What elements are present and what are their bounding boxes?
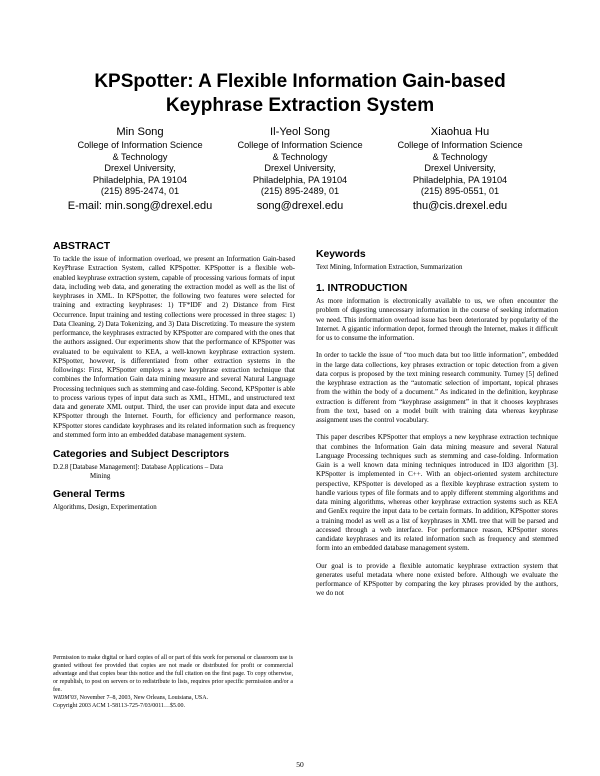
author-phone: (215) 895-2489, 01	[260, 186, 340, 197]
author-university: Drexel University,	[104, 163, 176, 174]
categories-line-2: Mining	[90, 473, 111, 481]
paper-title	[0, 70, 600, 118]
page-number: 50	[296, 760, 304, 769]
general-terms-heading: General Terms	[53, 489, 125, 501]
copyright-line: Copyright 2003 ACM 1-58113-725-7/03/0011…$5.00.	[53, 703, 186, 709]
author-city: Philadelphia, PA 19104	[92, 174, 188, 185]
intro-paragraph: As more information is electronically available to us, we often encounter the problem of digesting unnecessary information in the course of seeking information we need. This information overload issue has been deteriorated by popularity of the Internet. A gigantic information depot, formed through the Internet, makes it difficult for us to consume the information.	[316, 297, 558, 343]
abstract-text: To tackle the issue of information overload, we present an Information Gain-based KeyPhrase Extraction System, called KPSpotter. KPSpotter is a flexible web-enabled keyphrase extraction system, capable of processing various formats of input data, including web data, and generating the extraction model as well as the list of keyphrases in XML. In KPSpotter, the following two features were selected for training and extracting keyphrases: 1) TF*IDF and 2) Distance from First Occurrence. Input training and testing collections were processed in three stages: 1) Data Cleaning, 2) Data Tokenizing, and 3) Data Discretizing. To measure the system performance, the keyphrases extracted by KPSpotter are compared with the ones that the authors assigned. Our experiments show that the performance of KPSpotter was evaluated to be equivalent to KEA, a well-known keyphrase extraction system. KPSpotter, however, is differentiated from other extraction systems in the followings: First, KPSpotter employs a new keyphrase extraction technique that combines the Information Gain data mining measure and several Natural Language Processing techniques such as stemming and case-folding. Second, KPSpotter is able to process various types of input data such as XML, HTML, and unstructured text data and generate XML output. Third, the user can provide input data and execute KPSpotter through the Internet. Fourth, for efficiency and performance reason, KPSpotter stores candidate keyphrases and its related information such as frequency and stemmed form into an embedded database management system.	[53, 255, 295, 439]
conference-name: WIDM'03,	[53, 695, 79, 701]
permission-text: Permission to make digital or hard copies of all or part of this work for personal or classroom use is granted without fee provided that copies are not made or distributed for profit or commercial advantage and that copies bear this notice and the full citation on the first page. To copy otherwise, or republish, to post on servers or to redistribute to lists, requires prior specific permission and/or a fee.	[53, 655, 293, 693]
conference-line	[53, 694, 293, 702]
author-1	[60, 125, 220, 213]
author-affiliation: College of Information Science	[77, 140, 203, 150]
categories-heading: Categories and Subject Descriptors	[53, 449, 230, 460]
author-affiliation: College of Information Science	[237, 140, 363, 150]
author-email: E-mail: min.song@drexel.edu	[67, 199, 213, 212]
author-university: Drexel University,	[264, 163, 336, 174]
author-affiliation: College of Information Science	[397, 140, 523, 150]
right-column	[316, 248, 558, 607]
author-phone: (215) 895-2474, 01	[100, 186, 180, 197]
general-terms-text: Algorithms, Design, Experimentation	[53, 504, 157, 512]
intro-paragraph: Our goal is to provide a flexible automatic keyphrase extraction system that generates useful metadata where none existed before. Although we evaluate the performance of KPSpotter by comparing the key phrases provided by the authors, we do not	[316, 561, 558, 598]
author-name: Xiaohua Hu	[430, 126, 490, 138]
categories-line-1: D.2.8 [Database Management]: Database Applications – Data	[53, 464, 223, 471]
author-affiliation: & Technology	[432, 151, 488, 162]
author-affiliation: & Technology	[112, 151, 168, 162]
author-affiliation: & Technology	[272, 151, 328, 162]
author-university: Drexel University,	[424, 163, 496, 174]
author-city: Philadelphia, PA 19104	[412, 174, 508, 185]
conference-venue: November 7–8, 2003, New Orleans, Louisiana, USA.	[78, 695, 209, 701]
permission-notice	[53, 654, 293, 710]
author-3	[380, 125, 540, 213]
author-2	[220, 125, 380, 213]
keywords-text: Text Mining, Information Extraction, Summarization	[316, 264, 463, 271]
author-phone: (215) 895-0551, 01	[420, 186, 500, 197]
intro-paragraph: This paper describes KPSpotter that employs a new keyphrase extraction technique that combines the Information Gain data mining measure and several Natural Language Processing techniques such as stemming and case-folding. Information Gain is a well known data mining techniques introduced in ID3 algorithm [3]. KPSpotter is implemented in C++. With an object-oriented system architecture perspective, KPSpotter is developed as a flexible keyphrase extraction system to handle various types of file formats and to apply different stemming algorithms and data mining algorithms, whereas other keyphrase extraction systems such as KEA and GenEx require the input data to be certain formats. In addition, KPSpotter stores a training model as well as a list of keyphrases in XML tree that will be parsed and accessed through a web interface. For performance reason, KPSpotter stores candidate keyphrases and its related information such as frequency and stemmed form into an embedded database management system.	[316, 433, 558, 553]
author-name: Il-Yeol Song	[270, 126, 330, 138]
author-block	[60, 125, 540, 213]
author-city: Philadelphia, PA 19104	[252, 174, 348, 185]
intro-paragraph: In order to tackle the issue of “too much data but too little information”, embedded in the large data collections, key phrases extraction or topic detection from a given data corpus is proposed by the text mining research community. Turney [5] defined the keyphrase extraction as the “automatic selection of important, topical phrases from the within the body of a document.” As indicated in the definition, keyphrase extraction is different from “keyphrase assignment” in that it chooses keyphrases from the text, based on a model built with training data whereas keyphrase assignment uses the control vocabulary.	[316, 351, 558, 425]
author-email: thu@cis.drexel.edu	[412, 199, 508, 212]
keywords-heading: Keywords	[316, 249, 366, 260]
categories-text	[53, 463, 295, 481]
author-email: song@drexel.edu	[256, 199, 344, 212]
title-line-1: KPSpotter: A Flexible Information Gain-based	[94, 71, 506, 92]
introduction-heading: 1. INTRODUCTION	[316, 283, 408, 295]
left-column	[53, 240, 295, 520]
title-line-2: Keyphrase Extraction System	[165, 95, 435, 116]
author-name: Min Song	[116, 126, 164, 138]
abstract-heading: ABSTRACT	[53, 241, 111, 252]
